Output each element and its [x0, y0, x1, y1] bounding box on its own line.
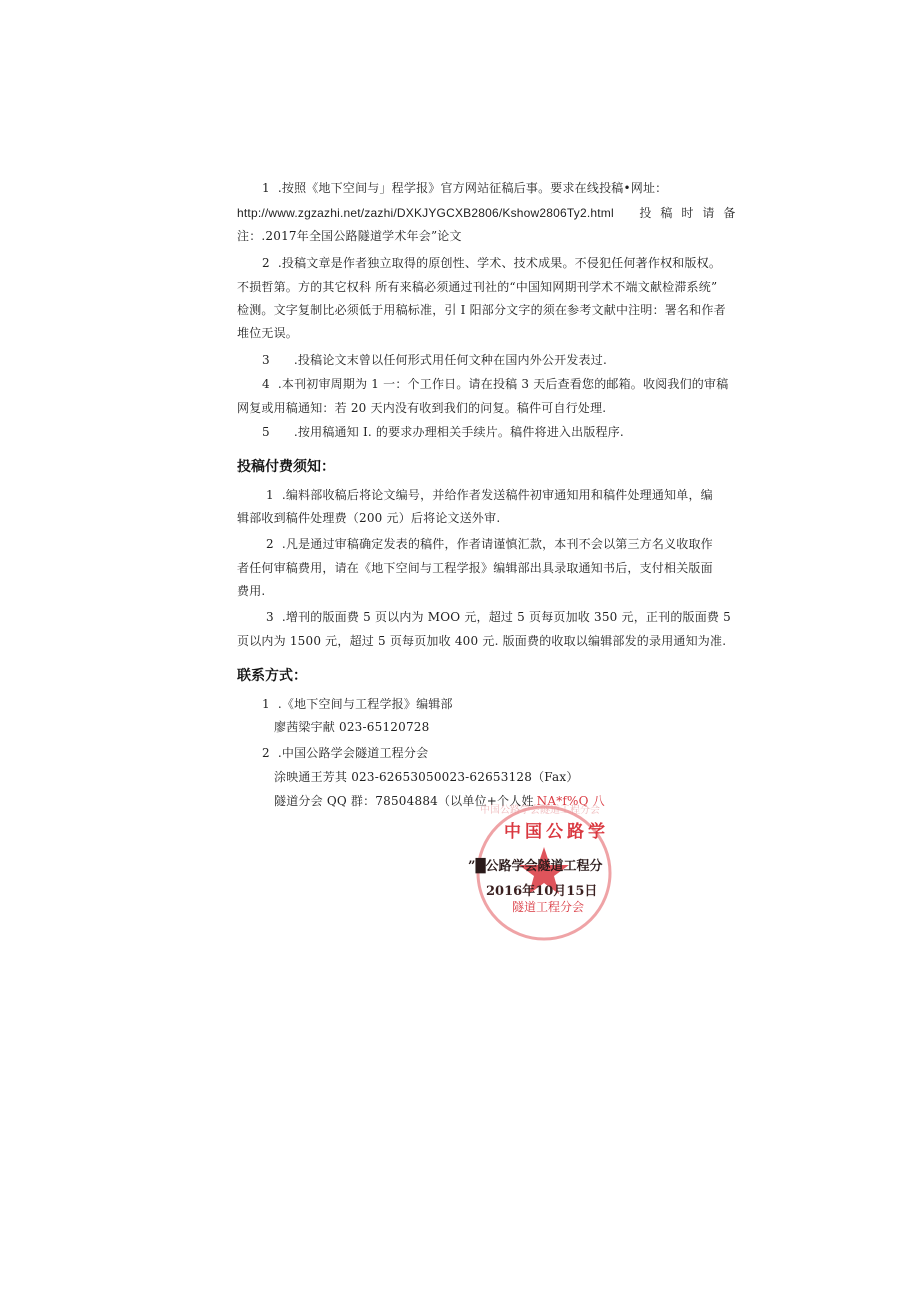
submission-item-2-line-2: 不损哲第。方的其它权科 所有来稿必须通过刊社的“中国知网期刊学术不端文献检滞系统”	[237, 280, 718, 294]
contact-item-1-title: 1 .《地下空间与工程学报》编辑部	[262, 697, 453, 711]
fees-item-3-line-2: 页以内为 1500 元，超过 5 页每页加收 400 元. 版面费的收取以编辑部发的录用通知为准.	[237, 634, 727, 648]
contact-heading: 联系方式：	[237, 668, 307, 684]
seal-faint-text: 中国公路学会隧道工程分会	[480, 805, 600, 816]
submission-item-1-line-1: 1 .按照《地下空间与」程学报》官方网站征稿后事。要求在线投稿•网址：	[262, 181, 668, 195]
submission-item-2-line-4: 堆位无误。	[237, 326, 299, 340]
seal-org-text: ”█公路学会隧道工程分	[468, 859, 603, 874]
qq-group-text: 隧道分会 QQ 群：78504884（以单位+个人姓	[274, 794, 534, 808]
submission-url[interactable]: http://www.zgzazhi.net/zazhi/DXKJYGCXB2806/Kshow2806Ty2.html	[237, 206, 614, 220]
fees-item-2-line-3: 费用.	[237, 584, 266, 598]
seal-arc-text: 中国公路学	[504, 822, 609, 842]
official-seal	[462, 795, 632, 945]
submission-item-3: 3 .投稿论文末曾以任何形式用任何文种在国内外公开发表过.	[262, 353, 607, 367]
fees-heading: 投稿付费须知：	[237, 459, 335, 475]
fees-item-1-line-1: 1 .编料部收稿后将论文编号，并给作者发送稿件初审通知用和稿件处理通知单，编	[266, 488, 713, 502]
fees-item-2-line-2: 者任何审稿费用，请在《地下空间与工程学报》编辑部出具录取通知书后，支付相关版面	[237, 561, 713, 575]
submission-item-1-line-3: 注：.2017年全国公路隧道学术年会”论文	[237, 229, 462, 243]
seal-date-text: 2016年10月15日	[486, 884, 598, 899]
submission-item-2-line-1: 2 .投稿文章是作者独立取得的原创性、学术、技术成果。不侵犯任何著作权和版权。	[262, 256, 722, 270]
contact-item-2-title: 2 .中国公路学会隧道工程分会	[262, 746, 429, 760]
submission-url-suffix: 投稿时请备	[639, 206, 745, 220]
qq-group-tail: NA*f%Q 八	[536, 794, 605, 808]
contact-item-2-people: 涂映通王芳其 023-62653050023-62653128（Fax）	[274, 770, 579, 784]
fees-item-3-line-1: 3 .增刊的版面费 5 页以内为 MOO 元，超过 5 页每页加收 350 元，正刊的版面费 5	[266, 610, 731, 624]
submission-item-4-line-1: 4 .本刊初审周期为 1 一：个工作日。请在投稿 3 天后查看您的邮箱。收阅我们的审稿	[262, 377, 729, 391]
seal-bottom-text: 隧道工程分会	[512, 900, 585, 914]
fees-item-2-line-1: 2 .凡是通过审稿确定发表的稿件，作者请谨慎汇款，本刊不会以第三方名义收取作	[266, 537, 713, 551]
fees-item-1-line-2: 辑部收到稿件处理费（200 元）后将论文送外审.	[237, 511, 501, 525]
contact-item-1-people: 廖茜梁宇献 023-65120728	[274, 720, 430, 734]
submission-item-4-line-2: 网复或用稿通知：若 20 天内没有收到我们的问复。稿件可自行处理.	[237, 401, 607, 415]
submission-url-link[interactable]	[237, 206, 745, 220]
submission-item-5: 5 .按用稿通知 I. 的要求办理相关手续片。稿件将进入出版程序.	[262, 425, 624, 439]
submission-item-2-line-3: 检测。文字复制比必须低于用稿标准，引 I 阳部分文字的须在参考文献中注明：署名和作者	[237, 303, 726, 317]
